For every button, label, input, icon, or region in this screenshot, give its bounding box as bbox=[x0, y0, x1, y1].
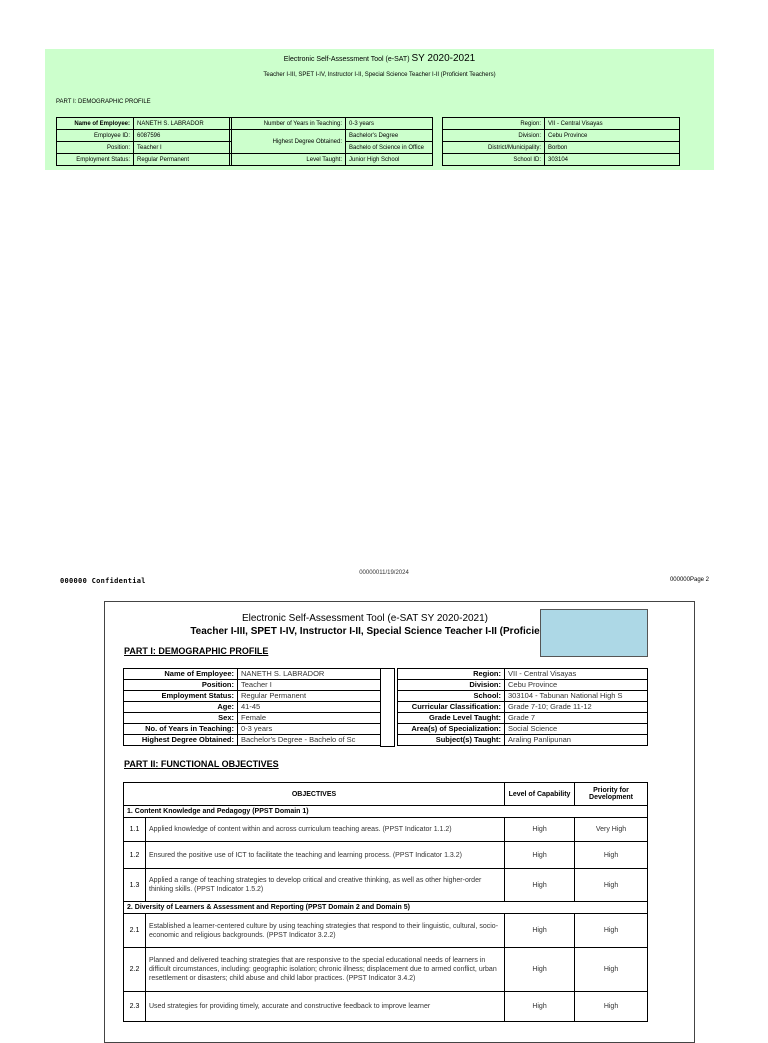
profile-table-left bbox=[56, 117, 232, 166]
table-row: 1.3 Applied a range of teaching strategies to develop critical and creative thinking, as well as other higher-order thinking skills. (PPST Indicator 1.5.2) High High bbox=[124, 869, 648, 902]
table-row: Region: VII - Central Visayas bbox=[398, 669, 648, 680]
table-row: District/Municipality: Borbon bbox=[443, 142, 680, 154]
page-number: 000000Page 2 bbox=[669, 577, 709, 583]
part1-heading: PART I: DEMOGRAPHIC PROFILE bbox=[124, 646, 269, 656]
table-row: Number of Years in Teaching: 0-3 years bbox=[230, 118, 433, 130]
page-header-date: 00000011/19/2024 bbox=[359, 570, 409, 576]
table-row: Position: Teacher I bbox=[124, 680, 381, 691]
col-priority: Priority for Development bbox=[575, 783, 648, 806]
table-row: Area(s) of Specialization: Social Science bbox=[398, 724, 648, 735]
part2-heading: PART II: FUNCTIONAL OBJECTIVES bbox=[124, 759, 279, 769]
highlight-box bbox=[540, 609, 648, 657]
col-objectives: OBJECTIVES bbox=[124, 783, 505, 806]
table-row: Level Taught: Junior High School bbox=[230, 154, 433, 166]
table-row: Division: Cebu Province bbox=[443, 130, 680, 142]
table-row: Bachelo of Science in Office bbox=[230, 142, 433, 154]
table-row: Employee ID: 6087596 bbox=[57, 130, 232, 142]
esat-title-text: Electronic Self-Assessment Tool (e-SAT) bbox=[283, 56, 410, 63]
table-row: Name of Employee: NANETH S. LABRADOR bbox=[124, 669, 381, 680]
profile-table-right bbox=[442, 117, 680, 166]
table-row: 1.1 Applied knowledge of content within and across curriculum teaching areas. (PPST Indicator 1.1.2) High Very High bbox=[124, 818, 648, 842]
table-row: School: 303104 - Tabunan National High S bbox=[398, 691, 648, 702]
group-row: 2. Diversity of Learners & Assessment and Reporting (PPST Domain 2 and Domain 5) bbox=[124, 902, 648, 914]
table-row: Highest Degree Obtained: Bachelor's Degree bbox=[230, 130, 433, 142]
document-page bbox=[104, 601, 695, 1043]
esat-title-year: SY 2020-2021 bbox=[411, 53, 476, 64]
esat-summary-band bbox=[45, 49, 714, 170]
table-row: Sex: Female bbox=[124, 713, 381, 724]
table-header-row bbox=[124, 783, 648, 806]
table-row: Region: VII - Central Visayas bbox=[443, 118, 680, 130]
table-row: Name of Employee: NANETH S. LABRADOR bbox=[57, 118, 232, 130]
confidential-label: 000000 Confidential bbox=[60, 577, 146, 585]
column-divider bbox=[380, 668, 395, 747]
col-level: Level of Capability bbox=[505, 783, 575, 806]
table-row: 2.2 Planned and delivered teaching strategies that are responsive to the special educational needs of learners in difficult circumstances, including: geographic isolation; chronic illness; displacement due to armed conflict, urban resettlement or disasters; child abuse and child labor practices. (PPST Indicator 3.4.2) High High bbox=[124, 948, 648, 992]
table-row: Age: 41-45 bbox=[124, 702, 381, 713]
profile-table-middle bbox=[229, 117, 433, 166]
table-row: School ID: 303104 bbox=[443, 154, 680, 166]
table-row: Position: Teacher I bbox=[57, 142, 232, 154]
doc-title-line: Electronic Self-Assessment Tool (e-SAT SY 2020-2021) bbox=[241, 613, 489, 624]
esat-subtitle: Teacher I-III, SPET I-IV, Instructor I-II, Special Science Teacher I-II (Proficient Teachers) bbox=[263, 72, 496, 78]
table-row: Curricular Classification: Grade 7-10; Grade 11-12 bbox=[398, 702, 648, 713]
table-row: Highest Degree Obtained: Bachelor's Degree - Bachelo of Sc bbox=[124, 735, 381, 746]
part1-heading: PART I: DEMOGRAPHIC PROFILE bbox=[56, 99, 151, 105]
table-row: 1.2 Ensured the positive use of ICT to facilitate the teaching and learning process. (PPST Indicator 1.3.2) High High bbox=[124, 842, 648, 869]
table-row: Employment Status: Regular Permanent bbox=[57, 154, 232, 166]
doc-subtitle-line: Teacher I-III, SPET I-IV, Instructor I-II, Special Science Teacher I-II (Proficie bbox=[190, 626, 540, 637]
demographic-table-left bbox=[123, 668, 381, 746]
demographic-table-right bbox=[397, 668, 648, 746]
table-row: Division: Cebu Province bbox=[398, 680, 648, 691]
table-row: 2.1 Established a learner-centered culture by using teaching strategies that respond to their linguistic, cultural, socio-economic and religious backgrounds. (PPST Indicator 3.2.2) High High bbox=[124, 914, 648, 948]
table-row: Subject(s) Taught: Araling Panlipunan bbox=[398, 735, 648, 746]
table-row: 2.3 Used strategies for providing timely, accurate and constructive feedback to improve learner High High bbox=[124, 992, 648, 1022]
table-row: Grade Level Taught: Grade 7 bbox=[398, 713, 648, 724]
objectives-table bbox=[123, 782, 648, 1022]
esat-title bbox=[45, 53, 714, 64]
group-row: 1. Content Knowledge and Pedagogy (PPST Domain 1) bbox=[124, 806, 648, 818]
table-row: Employment Status: Regular Permanent bbox=[124, 691, 381, 702]
table-row: No. of Years in Teaching: 0-3 years bbox=[124, 724, 381, 735]
